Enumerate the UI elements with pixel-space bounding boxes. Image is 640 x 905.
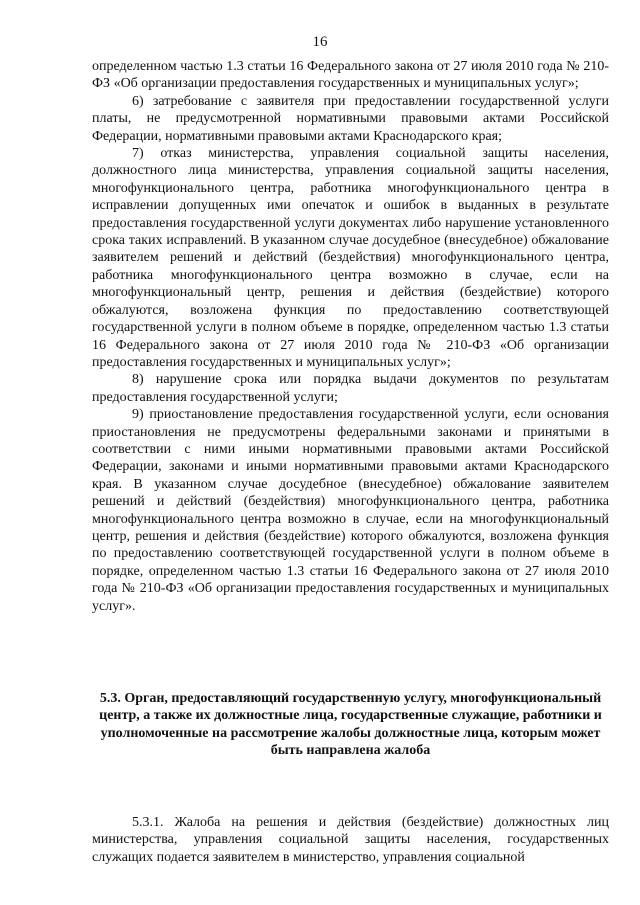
page-number: 16 bbox=[312, 34, 328, 50]
paragraph-5-3-1: 5.3.1. Жалоба на решения и действия (бездействие) должностных лиц министерства, управления социальной защиты населения, государственных служащих подается заявителем в министерство, управления социальной bbox=[92, 815, 609, 865]
paragraph-continuation: определенном частью 1.3 статьи 16 Федерального закона от 27 июля 2010 года № 210-ФЗ «Об организации предоставления государственных и муниципальных услуг»; bbox=[92, 59, 609, 92]
paragraph-item-8: 8) нарушение срока или порядка выдачи документов по результатам предоставления государственной услуги; bbox=[92, 372, 609, 405]
section-heading: 5.3. Орган, предоставляющий государственную услугу, многофункциональный центр, а также их должностные лица, государственные служащие, работники и уполномоченные на рассмотрение жалобы должностные лица, которым может быть направлена жалоба bbox=[99, 691, 602, 759]
paragraph-item-6: 6) затребование с заявителя при предоставлении государственной услуги платы, не предусмотренной нормативными правовыми актами Российской Федерации, нормативными правовыми актами Краснодарского края; bbox=[92, 93, 609, 144]
body-text bbox=[92, 58, 609, 615]
paragraph-item-7: 7) отказ министерства, управления социальной защиты населения, должностного лица министерства, управления социальной защиты населения, многофункционального центра, работника многофункционального центра в исправлении допущенных ими опечаток и ошибок в выданных в результате предоставления государственной услуги документах либо нарушение установленного срока таких исправлений. В указанном случае досудебное (внесудебное) обжалование заявителем решений и действий (бездействия) многофункционального центра, работника многофункционального центра возможно в случае, если на многофункциональный центр, решения и действия (бездействие) которого обжалуются, возложена функция по предоставлению соответствующей государственной услуги в полном объеме в порядке, определенном частью 1.3 статьи 16 Федерального закона от 27 июля 2010 года № 210-ФЗ «Об организации предоставления государственных и муниципальных услуг»; bbox=[92, 146, 609, 370]
paragraph-item-9: 9) приостановление предоставления государственной услуги, если основания приостановления не предусмотрены федеральными законами и принятыми в соответствии с ними иными нормативными правовыми актами Российской Федерации, законами и иными нормативными правовыми актами Краснодарского края. В указанном случае досудебное (внесудебное) обжалование заявителем решений и действий (бездействия) многофункционального центра, работника многофункционального центра возможно в случае, если на многофункциональный центр, решения и действия (бездействие) которого обжалуются, возложена функция по предоставлению соответствующей государственной услуги в полном объеме в порядке, определенном частью 1.3 статьи 16 Федерального закона от 27 июля 2010 года № 210-ФЗ «Об организации предоставления государственных и муниципальных услуг». bbox=[92, 407, 609, 614]
body-text-continued bbox=[92, 814, 609, 866]
